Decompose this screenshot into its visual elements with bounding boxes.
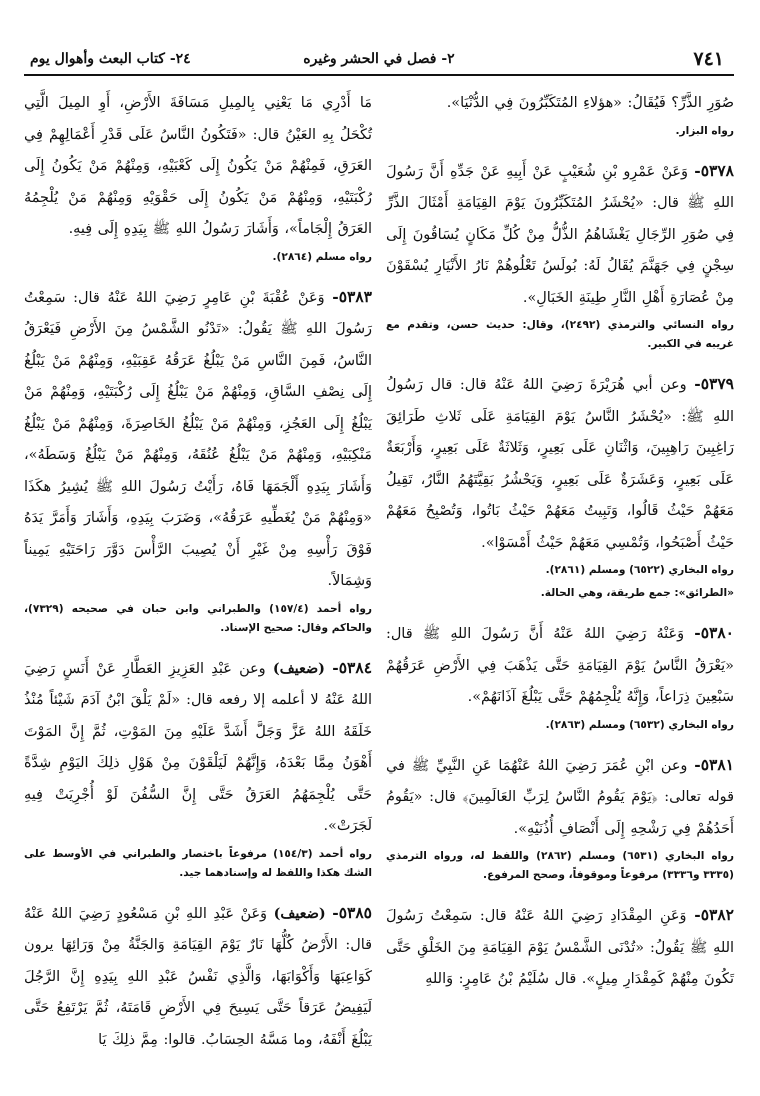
hadith-body: وعن أبي هُرَيْرَةَ رَضِيَ اللهُ عَنْهُ قال: قال رَسُولُ اللهِ ﷺ: «يُحْشَرُ النَّاسُ يَوْمَ القِيَامَةِ عَلَى ثَلاثِ طَرَائِقَ رَاغِبِينَ رَاهِبِينَ، وَاثْنَانِ عَلَى بَعِيرٍ، وَثَلاثَةٌ عَلَى بَعِيرٍ، وَأَرْبَعَةٌ عَلَى بَعِيرٍ، وَعَشَرَةٌ عَلَى بَعِيرٍ، وَيَحْشُرُ بَقِيَّتَهُمُ النَّارُ، تَقِيلُ مَعَهُمْ حَيْثُ قَالُوا، وَتَبِيتُ مَعَهُمْ حَيْثُ بَاتُوا، وَتُصْبِحُ مَعَهُمْ حَيْثُ أَصْبَحُوا، وَتُمْسِي مَعَهُمْ حَيْثُ أَمْسَوْا». (386, 377, 734, 551)
hadith-source: رواه البزار. (675, 124, 734, 137)
hadith-number: ٥٣٧٩- (694, 374, 734, 393)
hadith-5385 (24, 897, 372, 1057)
hadith-text (24, 652, 372, 843)
page-number: ٧٤١ (693, 48, 724, 70)
hadith-body: وَعَنْ عُقْبَةَ بْنِ عَامِرٍ رَضِيَ اللهُ عَنْهُ قال: سَمِعْتُ رَسُولَ اللهِ ﷺ يَقُولُ: «تَدْنُو الشَّمْسُ مِنَ الأَرْضِ فَيَعْرَقُ النَّاسُ، فَمِنَ النَّاسِ مَنْ يَبْلُغُ عَرَقُهُ عَقِبَيْهِ، وَمِنْهُمْ مَنْ يَبْلُغُ إِلَى نِصْفِ السَّاقِ، وَمِنْهُمْ مَنْ يَبْلُغُ إِلَى رُكْبَتَيْهِ، وَمِنْهُمْ مَنْ يَبْلُغُ إِلَى العَجُزِ، وَمِنْهُمْ مَنْ يَبْلُغُ الخَاصِرَةَ، وَمِنْهُمْ مَنْ يَبْلُغُ مَنْكِبَيْهِ، وَمِنْهُمْ مَنْ يَبْلُغُ عُنُقَهُ، وَمِنْهُمْ مَنْ يَبْلُغُ وَسَطَهُ»، وَأَشَارَ بِيَدِهِ أَلْجَمَهَا فَاهُ، رَأَيْتُ رَسُولَ اللهِ ﷺ يُشِيرُ هكَذَا «وَمِنْهُمْ مَنْ يُغَطِّيهِ عَرَقُهُ»، وَضَرَبَ بِيَدِهِ، وَأَشَارَ وَأَمَرَّ يَدَهُ فَوْقَ رَأْسِهِ مِنْ غَيْرِ أَنْ يُصِيبَ الرَّأْسَ دَوَّرَ رَاحَتَيْهِ يَمِيناً وَشِمَالاً. (24, 289, 372, 589)
hadith-number: ٥٣٨٤- (332, 657, 373, 677)
hadith-source: رواه مسلم (٢٨٦٤). (272, 250, 372, 263)
hadith-number: ٥٣٧٨- (694, 160, 734, 180)
hadith-body: وَعَنْ عَبْدِ اللهِ بْنِ مَسْعُودٍ رَضِيَ اللهُ عَنْهُ قال: الأَرْضُ كُلُّهَا نَارٌ يَوْمَ القِيَامَةِ وَالجَنَّةُ مِنْ وَرَائِهَا يرون كَوَاعِبَهَا وَأَكْوَابَهَا، وَالَّذِي نَفْسُ عَبْدِ اللهِ بِيَدِهِ إِنَّ الرَّجُلَ لَيَفِيضُ عَرَقاً حَتَّى يَسِيحَ فِي الأَرْضِ قَامَتَهُ، ثُمَّ يَرْتَفِعُ حَتَّى يَبْلُغَ أَنْفَهُ، وما مَسَّهُ الحِسَابُ. قالوا: مِمَّ ذلِكَ يَا (24, 905, 372, 1048)
hadith-grade: (ضعيف) (273, 904, 326, 922)
hadith-5379 (386, 368, 734, 603)
hadith-source: رواه البخاري (٦٥٣١) ومسلم (٢٨٦٢) واللفظ له، ورواه الترمذي (٣٣٣٥ و٣٣٣٦) مرفوعاً وموقوفاً، وصحح المرفوع. (386, 850, 734, 881)
hadith-text (24, 897, 372, 1057)
hadith-5381 (386, 749, 734, 886)
left-column (24, 88, 372, 1070)
hadith-5380 (386, 617, 734, 735)
hadith-source: رواه البخاري (٦٥٢٢) ومسلم (٢٨٦١). (545, 564, 734, 576)
hadith-5384 (24, 652, 372, 883)
page-header (24, 48, 734, 76)
hadith-text (386, 617, 734, 714)
chapter-title: ٢- فصل في الحشر وغيره (303, 51, 455, 67)
hadith-text (386, 749, 734, 846)
hadith-5382 (386, 899, 734, 996)
hadith-source: رواه البخاري (٦٥٣٢) ومسلم (٢٨٦٣). (545, 718, 734, 731)
hadith-text (386, 155, 734, 315)
hadith-text: مَا أَدْرِي مَا يَعْنِي بِالمِيلِ مَسَافَةَ الأَرْضِ، أَوِ المِيلَ الَّتِي تُكْحَلُ بِهِ العَيْنُ قال: «فَتَكُونُ النَّاسُ عَلَى قَدْرِ أَعْمَالِهِمْ فِي العَرَقِ، فَمِنْهُمْ مَنْ يَكُونُ إِلَى كَعْبَيْهِ، وَمِنْهُمْ مَنْ يَكُونُ إِلَى رُكْبَتَيْهِ، وَمِنْهُمْ مَنْ يَكُونُ إِلَى حَقْوَيْهِ وَمِنْهُمْ مَنْ يُلْجِمُهُ العَرَقُ إِلْجَاماً»، وَأَشَارَ رَسُولُ اللهِ ﷺ بِيَدِهِ إِلَى فِيهِ. (24, 95, 372, 237)
hadith-grade: (ضعيف) (272, 659, 325, 677)
hadith-note: «الطرائق»: جمع طريقة، وهي الحالة. (540, 587, 734, 599)
hadith-source: رواه أحمد (١٥٤/٣) مرفوعاً باختصار والطبراني في الأوسط على الشك هكذا واللفظ له وإسنادهما جيد. (24, 847, 372, 879)
hadith-body: وَعَنْ عَمْرِو بْنِ شُعَيْبٍ عَنْ أَبِيهِ عَنْ جَدِّهِ أَنَّ رَسُولَ اللهِ ﷺ قال: «يُحْشَرُ المُتَكَبِّرُونَ يَوْمَ القِيَامَةِ أَمْثَالَ الذَّرِّ فِي صُوَرِ الرِّجَالِ يَغْشَاهُمُ الذُّلُّ مِنْ كُلِّ مَكَانٍ يُسَاقُونَ إِلَى سِجْنٍ فِي جَهَنَّمَ يُقَالُ لَهُ: بُولَسُ تَعْلُوهُمْ نَارُ الأَنْيَارِ يُسْقَوْنَ مِنْ عُصَارَةِ أَهْلِ النَّارِ طِينَةِ الخَبَالِ». (386, 163, 734, 306)
hadith-body: وَعَنْهُ رَضِيَ اللهُ عَنْهُ أَنَّ رَسُولَ اللهِ ﷺ قال: «يَعْرَقُ النَّاسُ يَوْمَ القِيَامَةِ حَتَّى يَذْهَبَ فِي الأَرْضِ عَرَقُهُمْ سَبْعِينَ ذِرَاعاً، وَإِنَّهُ يُلْجِمُهُمْ حَتَّى يَبْلُغَ آذَانَهُمْ». (386, 626, 734, 705)
hadith-source: رواه أحمد (١٥٧/٤) والطبراني وابن حبان في صحيحه (٧٣٢٩)، والحاكم وقال: صحيح الإسناد. (24, 602, 373, 634)
hadith-number: ٥٣٨٠- (694, 623, 735, 642)
hadith-5383 (24, 281, 372, 638)
right-column (386, 88, 734, 1010)
hadith-text (24, 281, 372, 598)
hadith-body: وعن عَبْدِ العَزِيزِ العَطَّارِ عَنْ أَنَسٍ رَضِيَ اللهُ عَنْهُ لا أعلمه إلا رفعه قال: «لَمْ يَلْقَ ابْنُ آدَمَ شَيْئاً مُنْذُ خَلَقَهُ اللهُ عَزَّ وَجَلَّ أَشَدَّ عَلَيْهِ مِنَ المَوْتِ، ثُمَّ إِنَّ المَوْتَ أَهْوَنُ مِمَّا بَعْدَهُ، وَإِنَّهُمْ لَيَلْقَوْنَ مِنْ هَوْلِ ذلِكَ اليَوْمِ شِدَّةً حَتَّى يُلْجِمَهُمُ العَرَقُ حَتَّى إِنَّ السُّفُنَ لَوْ أُجْرِيَتْ فِيهِ لَجَرَتْ». (24, 660, 372, 834)
hadith-number: ٥٣٨٥- (332, 902, 372, 922)
hadith-body: وعن ابْنِ عُمَرَ رَضِيَ اللهُ عَنْهُمَا عَنِ النَّبِيِّ ﷺ في قوله تعالى: ﴿يَوْمَ يَقُومُ النَّاسُ لِرَبِّ العَالَمِينَ﴾ قال: «يَقُومُ أَحَدُهُمْ فِي رَشْحِهِ إِلَى أَنْصَافِ أُذُنَيْهِ». (386, 757, 734, 837)
hadith-body: وَعَنِ المِقْدَادِ رَضِيَ اللهُ عَنْهُ قال: سَمِعْتُ رَسُولَ اللهِ ﷺ يَقُولُ: «تُدْنَى الشَّمْسُ يَوْمَ القِيَامَةِ مِنَ الخَلْقِ حَتَّى تَكُونَ مِنْهُمْ كَمِقْدَارِ مِيلٍ». قال سُلَيْمُ بْنُ عَامِرٍ: وَاللهِ (386, 908, 734, 987)
hadith-number: ٥٣٨٢- (694, 905, 734, 924)
hadith-text (386, 899, 734, 996)
hadith-number: ٥٣٨١- (694, 754, 735, 774)
hadith-text: صُوَرِ الذَّرِّ؟ فَيُقَالُ: «هؤلاءِ المُتَكَبِّرُونَ فِي الدُّنْيَا». (446, 95, 734, 111)
hadith-continuation (24, 88, 372, 267)
hadith-continuation (386, 88, 734, 141)
hadith-text (386, 368, 734, 559)
hadith-number: ٥٣٨٣- (332, 286, 372, 306)
hadith-5378 (386, 155, 734, 355)
book-title: ٢٤- كتاب البعث وأهوال يوم (30, 51, 191, 67)
hadith-source: رواه النسائي والترمذي (٢٤٩٢)، وقال: حديث حسن، وتقدم مع غريبه في الكبير. (386, 319, 734, 350)
